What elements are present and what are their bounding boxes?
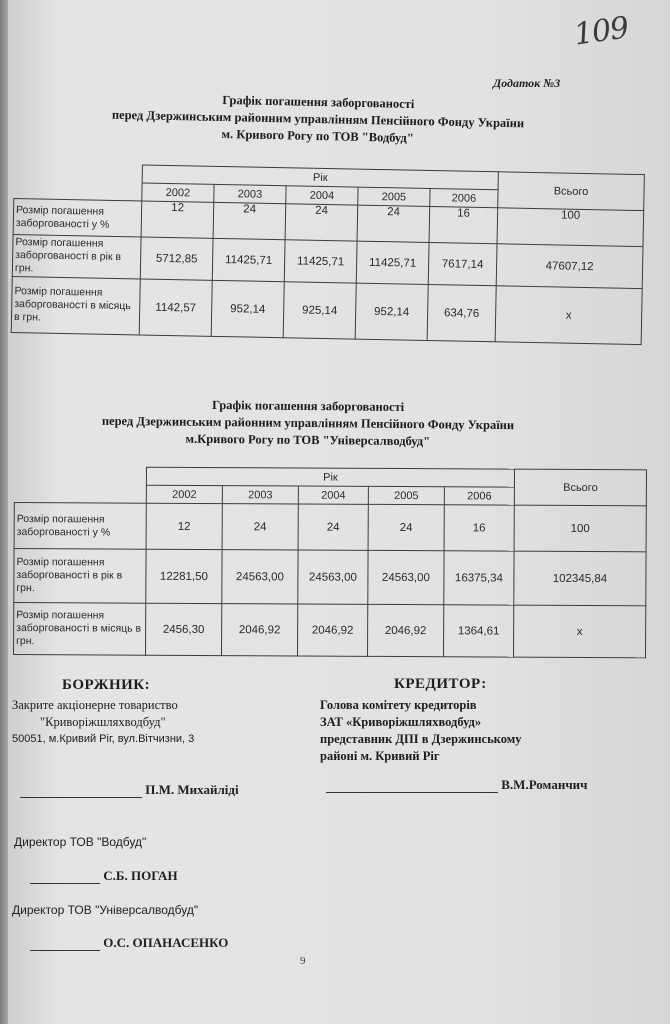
- schedule1-year: 2003: [214, 184, 286, 203]
- creditor-signatory: В.М.Романчич: [501, 777, 588, 792]
- table-cell: 11425,71: [212, 238, 285, 281]
- schedule1-year: 2006: [430, 188, 498, 207]
- table-cell: 24: [298, 504, 368, 550]
- row-label: Розмір погашення заборгованості в місяць в грн.: [11, 276, 140, 334]
- table-cell: 952,14: [355, 283, 428, 340]
- table-cell: 24: [213, 202, 286, 239]
- schedule2-year: 2005: [368, 486, 444, 504]
- table-cell: 1364,61: [444, 605, 514, 657]
- creditor-line2: ЗАТ «Криворіжшляхводбуд»: [320, 715, 482, 729]
- table-cell: 2456,30: [146, 603, 222, 655]
- creditor-block: [320, 697, 522, 765]
- table-total-cell: 100: [497, 208, 644, 247]
- director2-title: Директор ТОВ "Універсалводбуд": [12, 903, 199, 917]
- creditor-line4: районі м. Кривий Ріг: [320, 749, 440, 763]
- table-cell: 12281,50: [146, 549, 222, 603]
- table-row: [14, 603, 646, 658]
- table-total-cell: х: [514, 605, 646, 658]
- debtor-block: [12, 697, 194, 748]
- schedule2-title-line1: Графік погашення заборгованості: [212, 397, 405, 415]
- table-cell: 24563,00: [368, 550, 444, 604]
- table-cell: 2046,92: [298, 604, 368, 656]
- table-row: [11, 276, 642, 344]
- schedule2-year: 2004: [298, 486, 368, 504]
- table-cell: 16375,34: [444, 551, 514, 605]
- table-cell: 11425,71: [356, 241, 429, 284]
- director2-name: О.С. ОПАНАСЕНКО: [103, 935, 229, 950]
- debtor-signatory: П.М. Михайліді: [145, 782, 239, 797]
- row-label: Розмір погашення заборгованості у %: [13, 199, 142, 237]
- row-label: Розмір погашення заборгованості в рік в грн.: [12, 234, 141, 278]
- table-cell: 12: [146, 503, 222, 549]
- schedule2-year-header: Рік: [146, 467, 514, 487]
- row-label: Розмір погашення заборгованості в рік в грн.: [14, 549, 146, 604]
- appendix-label: Додаток №3: [493, 76, 561, 90]
- creditor-heading: КРЕДИТОР:: [394, 676, 487, 692]
- schedule1-total-header: Всього: [498, 172, 645, 211]
- table-cell: 24563,00: [222, 550, 298, 604]
- table-cell: 24: [285, 204, 358, 241]
- table-cell: 24: [357, 205, 430, 242]
- creditor-signature-line: [326, 777, 587, 793]
- schedule2-title: [8, 395, 608, 452]
- schedule1-title-line3: м. Кривого Рогу по ТОВ "Водбуд": [221, 126, 414, 146]
- document-page: [8, 0, 670, 1024]
- table-total-cell: 100: [514, 505, 646, 552]
- page-number: 9: [300, 955, 306, 967]
- schedule2-total-header: Всього: [514, 469, 646, 506]
- schedule1-corner-cell: [14, 163, 143, 201]
- table-cell: 925,14: [283, 282, 356, 339]
- table-cell: 2046,92: [222, 604, 298, 656]
- debtor-line2: "Криворіжшляхводбуд": [40, 715, 166, 729]
- schedule2-year: 2002: [146, 485, 222, 503]
- debtor-address: 50051, м.Кривий Ріг, вул.Вітчизни, 3: [12, 733, 195, 745]
- schedule2-title-line3: м.Кривого Рогу по ТОВ "Універсалводбуд": [185, 431, 431, 449]
- director1-signature-line: [30, 868, 178, 884]
- table-total-cell: х: [495, 286, 642, 345]
- schedule1-year: 2004: [286, 186, 358, 205]
- director1-name: С.Б. ПОГАН: [103, 868, 178, 883]
- table-cell: 24: [368, 504, 444, 550]
- table-row: [14, 549, 646, 606]
- table-cell: 1142,57: [139, 279, 212, 336]
- schedule1-year: 2002: [142, 183, 214, 202]
- row-label: Розмір погашення заборгованості у %: [14, 503, 146, 550]
- handwritten-page-number: 109: [571, 10, 631, 53]
- director2-signature-line: [30, 935, 228, 951]
- row-label: Розмір погашення заборгованості в місяць в грн.: [14, 603, 146, 656]
- schedule2-year: 2003: [222, 486, 298, 504]
- table-total-cell: 102345,84: [514, 551, 646, 606]
- creditor-signature-blank: [326, 792, 498, 793]
- table-cell: 952,14: [211, 280, 284, 337]
- table-cell: 7617,14: [428, 242, 497, 285]
- table-cell: 24563,00: [298, 550, 368, 604]
- debtor-line1: Закрите акціонерне товариство: [12, 698, 178, 712]
- table-cell: 16: [429, 206, 498, 243]
- debtor-signature-line: [20, 782, 239, 798]
- director2-signature-blank: [30, 950, 100, 951]
- debtor-signature-blank: [20, 797, 142, 798]
- schedule1-table: [11, 162, 645, 345]
- table-cell: 2046,92: [368, 604, 444, 656]
- schedule1-year-header: Рік: [142, 165, 498, 190]
- debtor-heading: БОРЖНИК:: [62, 677, 151, 693]
- schedule2-corner-cell: [14, 467, 146, 504]
- schedule1-title-line1: Графік погашення заборгованості: [222, 92, 415, 112]
- creditor-line3: представник ДПІ в Дзержинському: [320, 732, 522, 746]
- table-cell: 11425,71: [284, 240, 357, 283]
- table-cell: 24: [222, 504, 298, 550]
- table-total-cell: 47607,12: [496, 244, 643, 289]
- schedule1-title-line2: перед Дзержинським районним управлінням Пенсійного Фонду України: [111, 107, 525, 131]
- schedule2-table: [13, 466, 647, 658]
- table-cell: 634,76: [427, 284, 496, 341]
- table-cell: 12: [141, 201, 214, 238]
- director1-title: Директор ТОВ "Водбуд": [14, 835, 147, 849]
- table-cell: 5712,85: [140, 237, 213, 280]
- table-cell: 16: [444, 505, 514, 551]
- creditor-line1: Голова комітету кредиторів: [320, 698, 477, 712]
- schedule2-title-line2: перед Дзержинським районним управлінням Пенсійного Фонду України: [101, 413, 515, 433]
- schedule1-year: 2005: [358, 187, 430, 206]
- schedule2-year: 2006: [444, 487, 514, 505]
- table-row: [14, 503, 646, 552]
- schedule1-title: [18, 88, 619, 152]
- director1-signature-blank: [30, 883, 100, 884]
